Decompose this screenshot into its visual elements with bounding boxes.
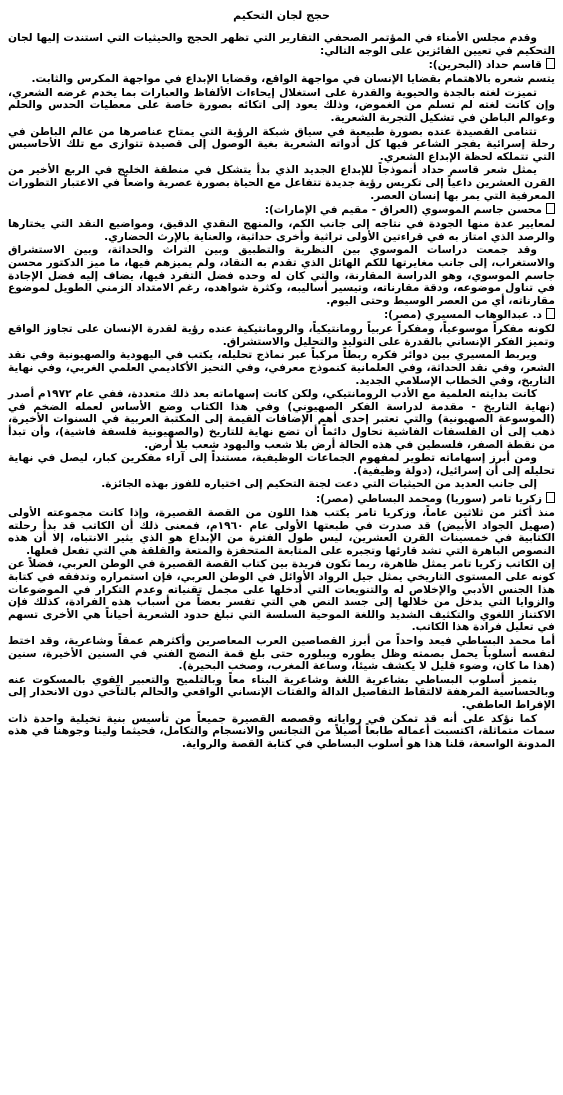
paragraph: لكونه مفكراً موسوعياً، ومفكراً عربياً رومانتيكياً، والرومانتيكية عنده رؤية لقدرة الإنسان على تجاوز الواقع وتميز الفكر الإنساني بالقدرة على التوليد والتحليل والاستشراق.: [8, 323, 555, 348]
nominee-heading: [8, 58, 555, 72]
paragraph: إن الكاتب زكريا تامر يمثل ظاهرة، ربما تكون فريدة بين كتاب القصة القصيرة في الوطن العربي، فضلاً عن كونه على المستوى التاريخي يمثل جيل الرواد الأوائل في الوطن العربي، فإن استمراره وتدفقه في كتابة هذا الجنس الأدبي والإخلاص له والتنويعات التي أدخلها على مجمل تقنياته وعدم التكرار في الموضوعات والزوايا التي يدخل من خلالها إلى جسد النص هي التي تفسر بعضاً من أسباب هذه الفرادة، كذلك فإن الاكتناز اللغوي والتكثيف الشديد واللغة الموحية السلسة التي تبلغ حدود الشعرية أحياناً هي الأخرى تسهم في تعليل فرادة هذا الكاتب.: [8, 558, 555, 634]
page-title: حجج لجان التحكيم: [233, 9, 330, 22]
paragraph: يتميز أسلوب البساطي بشاعرية اللغة وشاعرية البناء معاً وبالتلميح والتعبير القوي بالمسكوت عنه وبالحساسية المرهفة لالتقاط التفاصيل الدالة والفتات الإنساني الواقعي والحالم بالتآخي دون الانحدار إلى الإفراط العاطفي.: [8, 673, 555, 711]
article-body: [8, 32, 555, 750]
nominee-heading: [8, 492, 555, 506]
paragraph: ومن أبرز إسهاماته تطوير لمفهوم الجماعات الوظيفية، مستنداً إلى آراء مفكرين كبار، ليصل في نهاية تحليله إلى أن إسرائيل، (دولة وظيفية).: [8, 452, 555, 477]
paragraph: تتنامى القصيدة عنده بصورة طبيعية في سياق شبكة الرؤية التي يمتاح عناصرها من عالم الباطن في رحلة إسرائية يفجر الشاعر فيها كل أدواته الشعرية بغية الوصول إلى قصيدة تتوازى مع تلك الأحاسيس التي تتملكه لحظة الإبداع الشعري.: [8, 125, 555, 163]
nominee-name: قاسم حداد (البحرين):: [428, 59, 542, 72]
paragraph: وقدم مجلس الأمناء في المؤتمر الصحفي التقارير التي تظهر الحجج والحيثيات التي استندت إليها لجان التحكيم في تعيين الفائزين على الوجه التالي:: [8, 32, 555, 57]
checkbox-bullet-icon: [546, 308, 555, 319]
paragraph: ويربط المسيري بين دوائر فكره ربطاً مركباً عبر نماذج تحليله، يكتب في اليهودية والصهيونية وفي نقد الشعر، وفي نقد الحداثة، وفي العلمانية كنموذج معرفي، وفي التحيز الأكاديمي العلمي الغربي، وفي نهاية التاريخ، وفي الخطاب الإسلامي الجديد.: [8, 349, 555, 387]
paragraph: أما محمد البساطي فيعد واحداً من أبرز القصاصين العرب المعاصرين وأكثرهم عمقاً وشاعرية، وقد اختط لنفسه أسلوباً يحمل بصمته وظل يطوره ويبلوره حتى بلغ قمة النضج الفني في السنين الأخيرة، سنين (هذا ما كان، وضوء قليل لا يكشف شيئاً، وساعة المغرب، وصخب البحيرة).: [8, 634, 555, 673]
paragraph: كما نؤكد على أنه قد تمكن في رواياته وقصصه القصيرة جميعاً من تأسيس بنية تخيلية واحدة ذات سمات متماثلة، اكتسبت أعماله طابعاً أصيلاً من التجانس والانسجام والتكامل، فحيثما ولينا وجوهنا في هذه المدونة الواسعة، قلنا هذا هو أسلوب البساطي في كتابة القصة والرواية.: [8, 712, 555, 750]
checkbox-bullet-icon: [546, 203, 555, 214]
paragraph: إلى جانب العديد من الحيثيات التي دعت لجنة التحكيم إلى اختياره للفوز بهذه الجائزة.: [101, 478, 537, 491]
paragraph: يتسم شعره بالاهتمام بقضايا الإنسان في مواجهة الواقع، وقضايا الإبداع في مواجهة المكرس والثابت.: [31, 73, 555, 86]
nominee-name: زكريا تامر (سوريا) ومحمد البساطي (مصر):: [315, 493, 542, 505]
paragraph: لمعايير عدة منها الجودة في نتاجه إلى جانب الكم، والمنهج النقدي الدقيق، ومواضيع النقد التي يختارها والرصد الذي امتاز به في قراءتين الأولى تراثية وأخرى حداثية، والعناية بالإرث الحضاري.: [8, 218, 555, 243]
checkbox-bullet-icon: [546, 492, 555, 503]
paragraph: كانت بدايته العلمية مع الأدب الرومانتيكي، ولكن كانت إسهاماته بعد ذلك متعددة، ففي عام ١٩٧٢م أصدر (نهاية التاريخ - مقدمة لدراسة الفكر الصهيوني) وفي هذا الكتاب وضع الأساس لعمله الضخم في (الموسوعة الصهيونية) والتي تعتبر إحدى أهم الإضافات القيمة إلى المكتبة العربية في السنوات الأخيرة، ذهب إلى أن الفلسفات الفاشية تحاول دائماً أن تضع نهاية للتاريخ (والصهيونية فلسفة فاشية)، وأن تبدأ من نقطة الصفر، فلسطين في هذه الحالة أرض بلا شعب واليهود شعب بلا أرض.: [8, 388, 555, 451]
nominee-name: د. عبدالوهاب المسيري (مصر):: [383, 309, 542, 322]
checkbox-bullet-icon: [546, 58, 555, 69]
paragraph: وقد جمعت دراسات الموسوي بين النظرية والتطبيق وبين التراث والحداثة، وبين الاستشراق والاستغراب، إلى جانب مغايرتها للكم الهائل الذي تقدم به النقاد، ولم يميزهم فيها، ما ميز الدكتور محسن جاسم الموسوي، وهو الدراسة المقارنة، والتي كان له وحده فضل التفرد فيها، يضاف إليه فضل الإجادة في تناول موضوعه، ودقة مقارناته، وتيسير أساليبه، وكثرة شواهده، رغم الامتداد الزمني الطويل لموضوع مقارناته، أي من العصر الوسيط وحتى اليوم.: [8, 244, 555, 307]
nominee-heading: [8, 203, 555, 217]
paragraph: منذ أكثر من ثلاثين عاماً، وزكريا تامر يكتب هذا اللون من القصة القصيرة، وإذا كانت مجموعته الأولى (صهيل الجواد الأبيض) قد صدرت في طبعتها الأولى عام ١٩٦٠م، فمعنى ذلك أن الكاتب قد بدأ رحلته الكتابية في خمسينات القرن العشرين، ليس طول الفترة من الإبداع هو الذي يثير الانتباه، إلا أن هذه النصوص الباهرة التي تشد قارئها وتجبره على المتابعة المتحفزة والمتعة والقلقة هي التي تفعل فعلها.: [8, 507, 555, 557]
nominee-heading: [8, 308, 555, 322]
paragraph: تميزت لغته بالجدة والحيوية والقدرة على استغلال إيحاءات الألفاظ والعبارات بما يخدم غرضه الشعري، وإن كانت لغته لم تسلم من الغموض، وذلك يعود إلى اتكائه بصورة خاصة على معطيات الحدس والحلم وعوالم الباطن في تشكيل التجربة الشعرية.: [8, 86, 555, 124]
nominee-name: محسن جاسم الموسوي (العراق - مقيم في الإمارات):: [264, 204, 542, 217]
paragraph: يمثل شعر قاسم حداد أنموذجاً للإبداع الجديد الذي بدأ يتشكل في منطقة الخليج في الربع الأخير من القرن العشرين داعياً إلى تكريس رؤية جديدة تتفاعل مع الحياة بصورة عصرية واضعاً في الاعتبار التطورات المعرفية التي يمر بها إنسان العصر.: [8, 164, 555, 202]
